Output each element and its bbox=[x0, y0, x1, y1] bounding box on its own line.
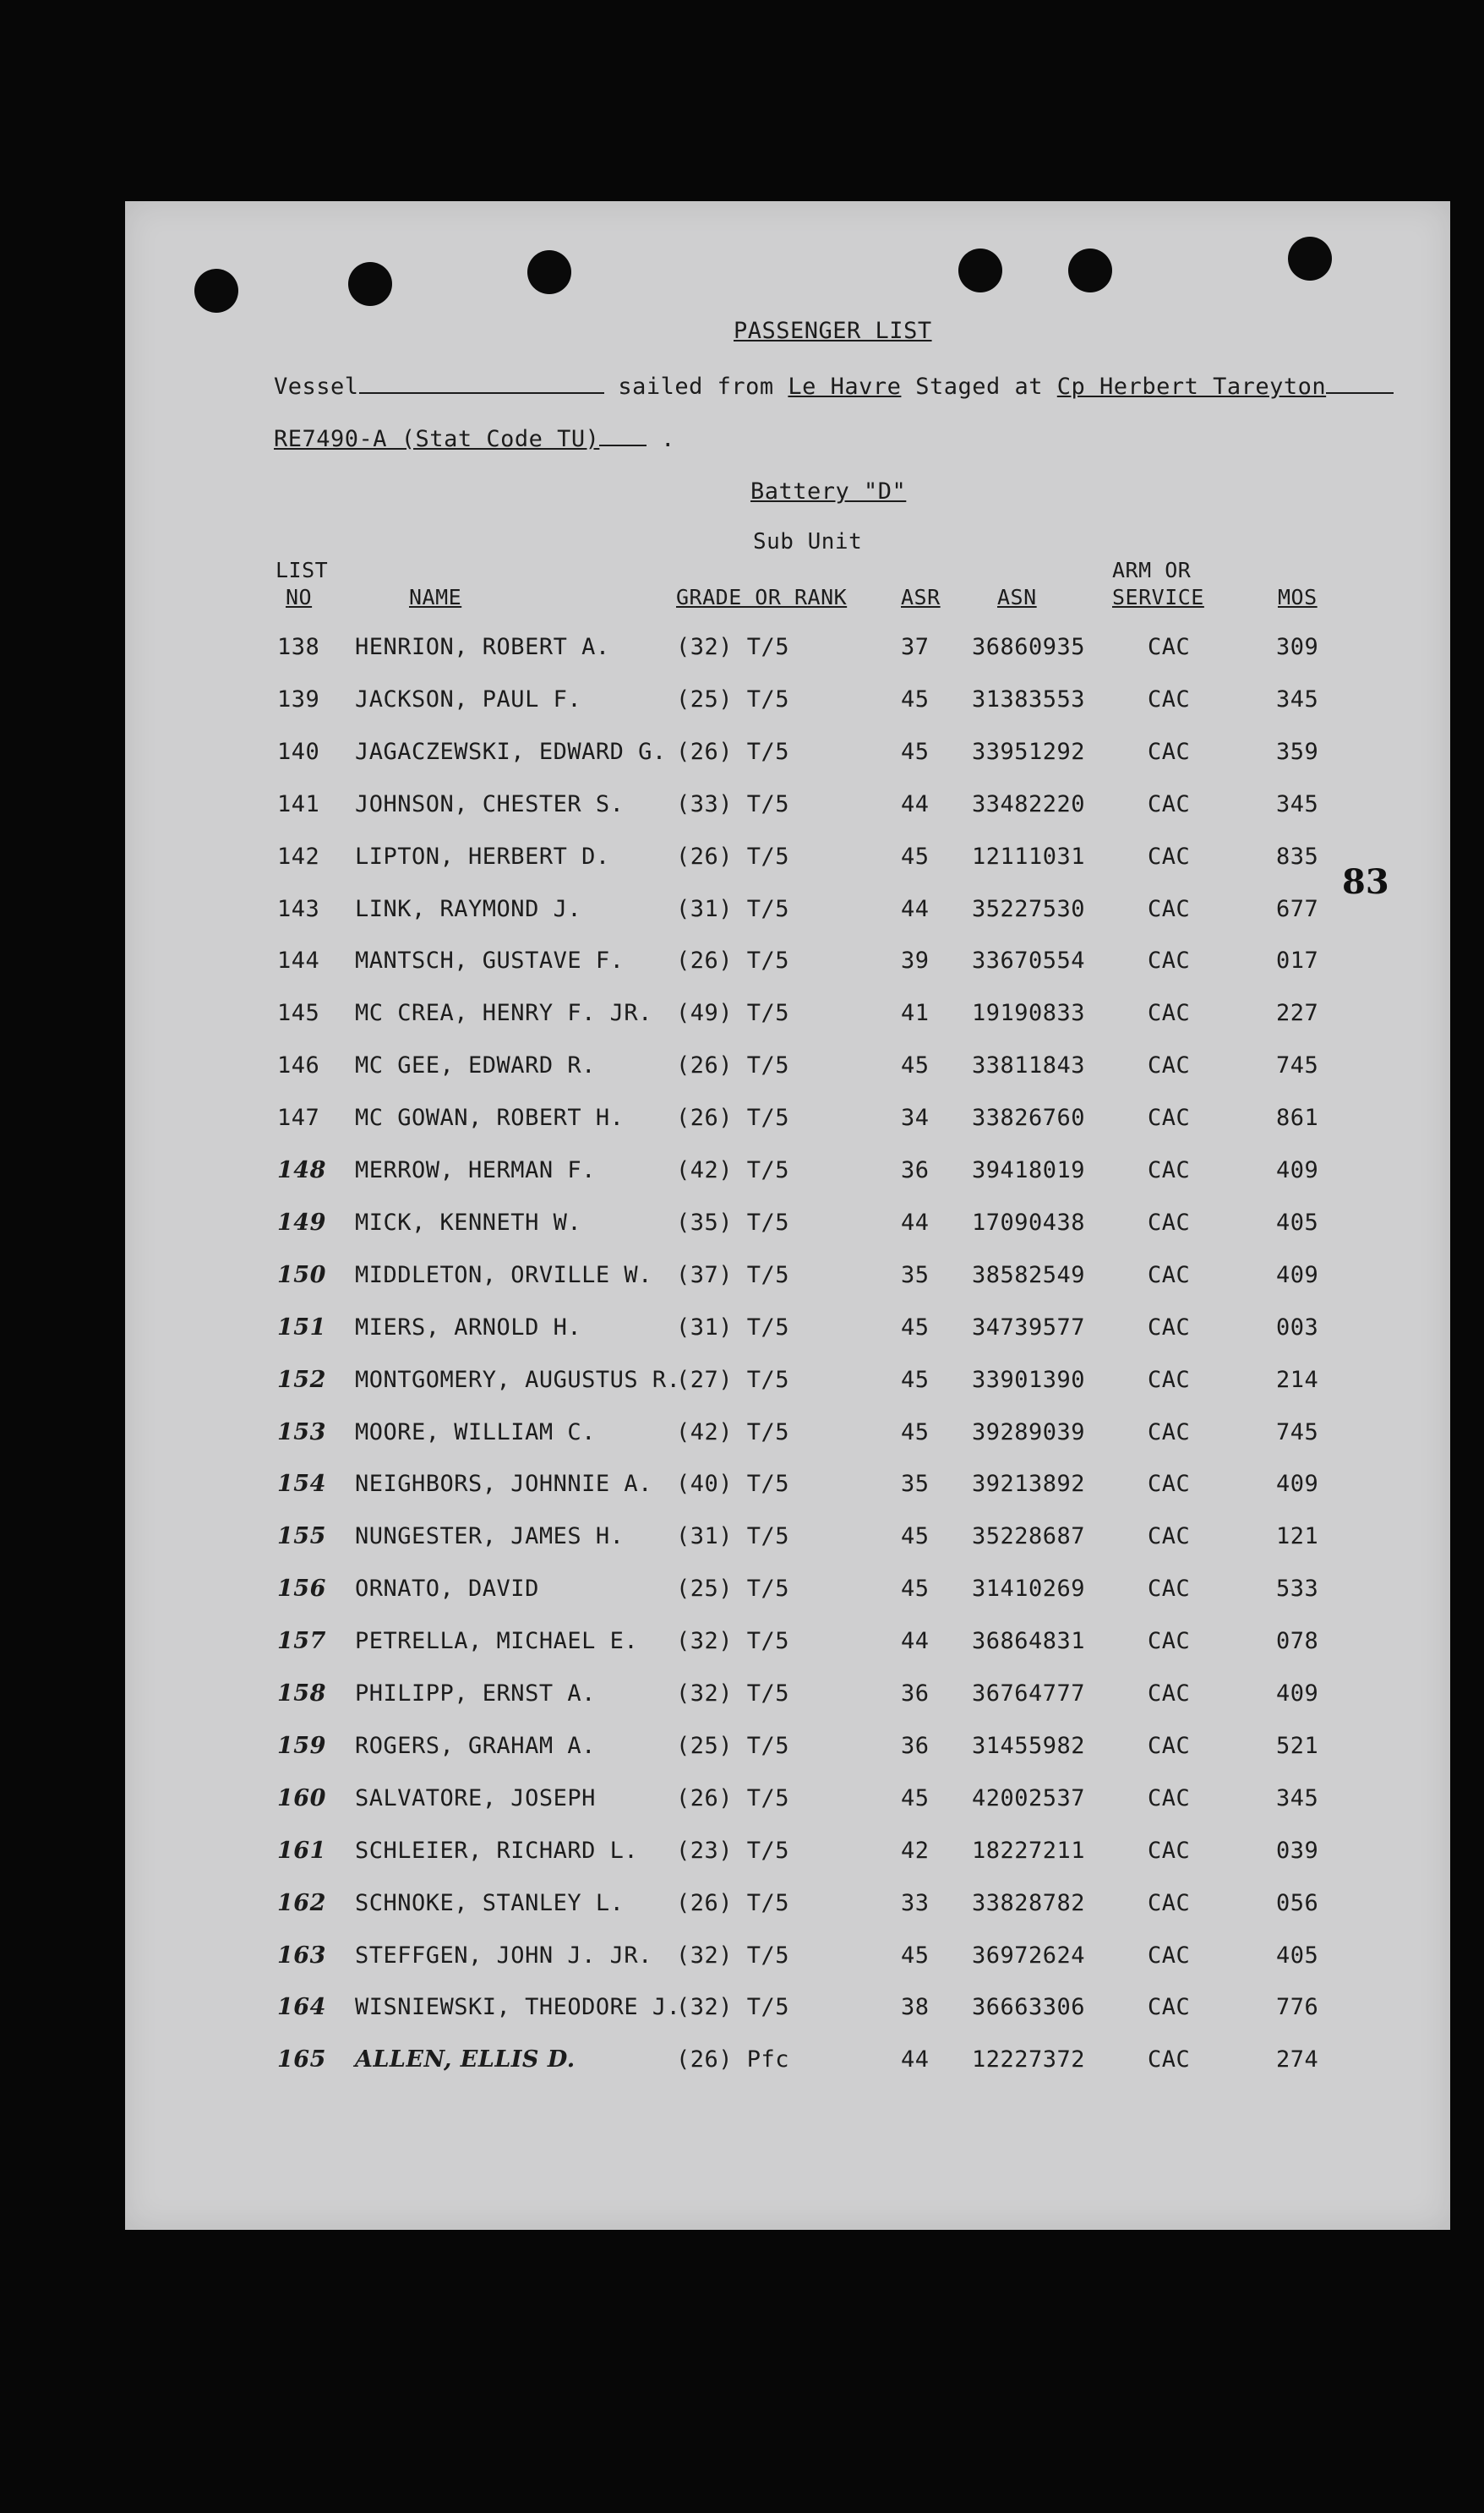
cell-asn: 31410269 bbox=[972, 1576, 1086, 1602]
cell-no: 158 bbox=[277, 1680, 326, 1707]
cell-name: ROGERS, GRAHAM A. bbox=[355, 1733, 596, 1759]
cell-arm: CAC bbox=[1148, 1942, 1191, 1969]
cell-no: 141 bbox=[277, 791, 320, 817]
cell-asn: 42002537 bbox=[972, 1785, 1086, 1811]
col-arm-line1: ARM OR bbox=[1112, 558, 1192, 582]
table-row bbox=[125, 844, 1450, 877]
cell-arm: CAC bbox=[1148, 1994, 1191, 2020]
col-list-no-line2: NO bbox=[286, 585, 313, 609]
cell-mos: 056 bbox=[1276, 1890, 1319, 1916]
reference-code: RE7490-A (Stat Code TU) bbox=[274, 426, 600, 452]
cell-name: ALLEN, ELLIS D. bbox=[355, 2046, 576, 2073]
cell-arm: CAC bbox=[1148, 791, 1191, 817]
cell-grade: (32) T/5 bbox=[676, 1994, 790, 2020]
cell-arm: CAC bbox=[1148, 1000, 1191, 1026]
cell-asr: 45 bbox=[901, 1314, 930, 1341]
cell-arm: CAC bbox=[1148, 1419, 1191, 1445]
cell-asn: 36972624 bbox=[972, 1942, 1086, 1969]
cell-mos: 405 bbox=[1276, 1210, 1319, 1236]
cell-grade: (49) T/5 bbox=[676, 1000, 790, 1026]
cell-arm: CAC bbox=[1148, 1471, 1191, 1497]
cell-mos: 274 bbox=[1276, 2046, 1319, 2073]
cell-asr: 45 bbox=[901, 1576, 930, 1602]
vessel-blank bbox=[359, 370, 604, 394]
cell-asr: 45 bbox=[901, 844, 930, 870]
punch-hole-2 bbox=[348, 262, 392, 306]
cell-name: NUNGESTER, JAMES H. bbox=[355, 1523, 625, 1549]
cell-no: 146 bbox=[277, 1052, 320, 1079]
cell-mos: 039 bbox=[1276, 1838, 1319, 1864]
cell-grade: (33) T/5 bbox=[676, 791, 790, 817]
cell-asn: 33951292 bbox=[972, 739, 1086, 765]
cell-mos: 776 bbox=[1276, 1994, 1319, 2020]
cell-asn: 31383553 bbox=[972, 686, 1086, 713]
table-row bbox=[125, 2046, 1450, 2080]
cell-arm: CAC bbox=[1148, 1576, 1191, 1602]
cell-no: 148 bbox=[277, 1157, 326, 1183]
reference-end: . bbox=[661, 426, 675, 452]
cell-asn: 33670554 bbox=[972, 948, 1086, 974]
cell-grade: (25) T/5 bbox=[676, 686, 790, 713]
cell-name: JACKSON, PAUL F. bbox=[355, 686, 582, 713]
table-row bbox=[125, 1890, 1450, 1924]
punch-hole-4 bbox=[958, 249, 1002, 292]
cell-asr: 45 bbox=[901, 1785, 930, 1811]
cell-grade: (25) T/5 bbox=[676, 1576, 790, 1602]
cell-mos: 409 bbox=[1276, 1471, 1319, 1497]
cell-asn: 33901390 bbox=[972, 1367, 1086, 1393]
cell-name: ORNATO, DAVID bbox=[355, 1576, 539, 1602]
cell-mos: 121 bbox=[1276, 1523, 1319, 1549]
cell-mos: 745 bbox=[1276, 1419, 1319, 1445]
punch-hole-3 bbox=[527, 250, 571, 294]
cell-asr: 45 bbox=[901, 1419, 930, 1445]
cell-asr: 44 bbox=[901, 1628, 930, 1654]
table-row bbox=[125, 896, 1450, 930]
cell-grade: (26) T/5 bbox=[676, 739, 790, 765]
cell-name: MANTSCH, GUSTAVE F. bbox=[355, 948, 625, 974]
cell-grade: (32) T/5 bbox=[676, 1680, 790, 1707]
table-row bbox=[125, 1471, 1450, 1505]
cell-grade: (26) T/5 bbox=[676, 1890, 790, 1916]
cell-grade: (31) T/5 bbox=[676, 1523, 790, 1549]
cell-mos: 677 bbox=[1276, 896, 1319, 922]
cell-grade: (27) T/5 bbox=[676, 1367, 790, 1393]
cell-no: 147 bbox=[277, 1105, 320, 1131]
cell-grade: (40) T/5 bbox=[676, 1471, 790, 1497]
cell-no: 164 bbox=[277, 1994, 326, 2020]
cell-asr: 45 bbox=[901, 686, 930, 713]
cell-mos: 835 bbox=[1276, 844, 1319, 870]
cell-name: NEIGHBORS, JOHNNIE A. bbox=[355, 1471, 652, 1497]
cell-asn: 39289039 bbox=[972, 1419, 1086, 1445]
cell-arm: CAC bbox=[1148, 844, 1191, 870]
cell-mos: 214 bbox=[1276, 1367, 1319, 1393]
cell-no: 163 bbox=[277, 1942, 326, 1969]
document-title: PASSENGER LIST bbox=[734, 318, 932, 344]
cell-name: MIERS, ARNOLD H. bbox=[355, 1314, 582, 1341]
cell-asn: 36663306 bbox=[972, 1994, 1086, 2020]
cell-asr: 35 bbox=[901, 1262, 930, 1288]
cell-grade: (26) T/5 bbox=[676, 1105, 790, 1131]
cell-no: 143 bbox=[277, 896, 320, 922]
cell-grade: (26) T/5 bbox=[676, 1785, 790, 1811]
cell-asr: 34 bbox=[901, 1105, 930, 1131]
cell-arm: CAC bbox=[1148, 1314, 1191, 1341]
cell-name: JOHNSON, CHESTER S. bbox=[355, 791, 625, 817]
cell-asn: 33811843 bbox=[972, 1052, 1086, 1079]
cell-asn: 38582549 bbox=[972, 1262, 1086, 1288]
cell-name: LINK, RAYMOND J. bbox=[355, 896, 582, 922]
cell-asn: 33482220 bbox=[972, 791, 1086, 817]
cell-no: 144 bbox=[277, 948, 320, 974]
table-row bbox=[125, 739, 1450, 773]
cell-arm: CAC bbox=[1148, 1890, 1191, 1916]
sailed-from-label: sailed from bbox=[618, 374, 774, 400]
cell-mos: 861 bbox=[1276, 1105, 1319, 1131]
cell-mos: 345 bbox=[1276, 1785, 1319, 1811]
cell-asn: 12227372 bbox=[972, 2046, 1086, 2073]
cell-arm: CAC bbox=[1148, 1733, 1191, 1759]
cell-asn: 36860935 bbox=[972, 634, 1086, 660]
cell-asn: 12111031 bbox=[972, 844, 1086, 870]
table-row bbox=[125, 1576, 1450, 1609]
cell-arm: CAC bbox=[1148, 896, 1191, 922]
cell-grade: (26) T/5 bbox=[676, 948, 790, 974]
cell-no: 140 bbox=[277, 739, 320, 765]
col-mos: MOS bbox=[1278, 585, 1318, 609]
cell-mos: 227 bbox=[1276, 1000, 1319, 1026]
cell-arm: CAC bbox=[1148, 1052, 1191, 1079]
cell-asr: 36 bbox=[901, 1157, 930, 1183]
cell-no: 156 bbox=[277, 1576, 326, 1602]
cell-arm: CAC bbox=[1148, 1628, 1191, 1654]
cell-asr: 45 bbox=[901, 1367, 930, 1393]
passenger-list-sheet bbox=[125, 201, 1450, 2230]
cell-grade: (31) T/5 bbox=[676, 1314, 790, 1341]
cell-arm: CAC bbox=[1148, 1523, 1191, 1549]
cell-mos: 017 bbox=[1276, 948, 1319, 974]
cell-no: 138 bbox=[277, 634, 320, 660]
cell-arm: CAC bbox=[1148, 1680, 1191, 1707]
table-row bbox=[125, 948, 1450, 981]
table-row bbox=[125, 1105, 1450, 1139]
table-row bbox=[125, 1523, 1450, 1557]
cell-mos: 745 bbox=[1276, 1052, 1319, 1079]
table-row bbox=[125, 1367, 1450, 1401]
table-row bbox=[125, 1942, 1450, 1976]
cell-no: 153 bbox=[277, 1419, 326, 1445]
table-row bbox=[125, 1994, 1450, 2028]
cell-grade: (31) T/5 bbox=[676, 896, 790, 922]
cell-asn: 33828782 bbox=[972, 1890, 1086, 1916]
cell-name: JAGACZEWSKI, EDWARD G. bbox=[355, 739, 667, 765]
table-row bbox=[125, 1733, 1450, 1767]
cell-arm: CAC bbox=[1148, 1157, 1191, 1183]
table-row bbox=[125, 1785, 1450, 1819]
cell-asr: 36 bbox=[901, 1680, 930, 1707]
cell-asr: 35 bbox=[901, 1471, 930, 1497]
cell-grade: (42) T/5 bbox=[676, 1419, 790, 1445]
cell-arm: CAC bbox=[1148, 739, 1191, 765]
cell-asn: 35227530 bbox=[972, 896, 1086, 922]
cell-grade: (35) T/5 bbox=[676, 1210, 790, 1236]
cell-asn: 36864831 bbox=[972, 1628, 1086, 1654]
cell-mos: 345 bbox=[1276, 686, 1319, 713]
staged-blank bbox=[1326, 370, 1394, 394]
staged-value: Cp Herbert Tareyton bbox=[1056, 374, 1327, 400]
cell-asr: 37 bbox=[901, 634, 930, 660]
cell-name: PHILIPP, ERNST A. bbox=[355, 1680, 596, 1707]
cell-name: SCHLEIER, RICHARD L. bbox=[355, 1838, 639, 1864]
cell-mos: 405 bbox=[1276, 1942, 1319, 1969]
cell-grade: (23) T/5 bbox=[676, 1838, 790, 1864]
cell-name: LIPTON, HERBERT D. bbox=[355, 844, 610, 870]
cell-name: HENRION, ROBERT A. bbox=[355, 634, 610, 660]
cell-name: MC CREA, HENRY F. JR. bbox=[355, 1000, 652, 1026]
cell-asr: 36 bbox=[901, 1733, 930, 1759]
vessel-label: Vessel bbox=[274, 374, 359, 400]
table-row bbox=[125, 1157, 1450, 1191]
vessel-line bbox=[274, 370, 1394, 400]
cell-no: 155 bbox=[277, 1523, 326, 1549]
page-number: 83 bbox=[1342, 862, 1389, 902]
cell-asn: 18227211 bbox=[972, 1838, 1086, 1864]
cell-asr: 44 bbox=[901, 1210, 930, 1236]
cell-no: 165 bbox=[277, 2046, 326, 2073]
punch-hole-5 bbox=[1068, 249, 1112, 292]
punch-hole-6 bbox=[1288, 237, 1332, 281]
table-row bbox=[125, 686, 1450, 720]
cell-asr: 45 bbox=[901, 739, 930, 765]
cell-name: WISNIEWSKI, THEODORE J. bbox=[355, 1994, 681, 2020]
cell-name: MOORE, WILLIAM C. bbox=[355, 1419, 596, 1445]
cell-asn: 39418019 bbox=[972, 1157, 1086, 1183]
cell-arm: CAC bbox=[1148, 1262, 1191, 1288]
cell-mos: 003 bbox=[1276, 1314, 1319, 1341]
cell-arm: CAC bbox=[1148, 1785, 1191, 1811]
cell-arm: CAC bbox=[1148, 1367, 1191, 1393]
table-row bbox=[125, 1000, 1450, 1034]
cell-no: 142 bbox=[277, 844, 320, 870]
cell-asr: 45 bbox=[901, 1942, 930, 1969]
cell-mos: 409 bbox=[1276, 1680, 1319, 1707]
cell-grade: (32) T/5 bbox=[676, 1628, 790, 1654]
cell-arm: CAC bbox=[1148, 634, 1191, 660]
cell-no: 152 bbox=[277, 1367, 326, 1393]
sub-unit-label: Sub Unit bbox=[753, 529, 863, 554]
cell-mos: 409 bbox=[1276, 1157, 1319, 1183]
sailed-from-value: Le Havre bbox=[788, 374, 902, 400]
cell-mos: 521 bbox=[1276, 1733, 1319, 1759]
table-row bbox=[125, 1262, 1450, 1296]
cell-arm: CAC bbox=[1148, 948, 1191, 974]
cell-name: PETRELLA, MICHAEL E. bbox=[355, 1628, 639, 1654]
table-row bbox=[125, 1052, 1450, 1086]
table-row bbox=[125, 1419, 1450, 1453]
cell-no: 159 bbox=[277, 1733, 326, 1759]
cell-asn: 35228687 bbox=[972, 1523, 1086, 1549]
table-row bbox=[125, 634, 1450, 668]
cell-grade: (26) Pfc bbox=[676, 2046, 790, 2073]
reference-blank bbox=[599, 423, 647, 446]
table-row bbox=[125, 1680, 1450, 1714]
table-row bbox=[125, 1210, 1450, 1243]
cell-mos: 533 bbox=[1276, 1576, 1319, 1602]
cell-grade: (42) T/5 bbox=[676, 1157, 790, 1183]
col-asr: ASR bbox=[901, 585, 941, 609]
table-row bbox=[125, 791, 1450, 825]
cell-asr: 39 bbox=[901, 948, 930, 974]
cell-asr: 42 bbox=[901, 1838, 930, 1864]
battery-heading: Battery "D" bbox=[750, 478, 907, 505]
cell-name: MIDDLETON, ORVILLE W. bbox=[355, 1262, 652, 1288]
cell-arm: CAC bbox=[1148, 2046, 1191, 2073]
cell-no: 157 bbox=[277, 1628, 326, 1654]
col-grade: GRADE OR RANK bbox=[676, 585, 848, 609]
cell-no: 150 bbox=[277, 1262, 326, 1288]
cell-arm: CAC bbox=[1148, 1105, 1191, 1131]
cell-asr: 44 bbox=[901, 2046, 930, 2073]
punch-hole-1 bbox=[194, 269, 238, 313]
cell-mos: 345 bbox=[1276, 791, 1319, 817]
cell-no: 160 bbox=[277, 1785, 326, 1811]
cell-name: SALVATORE, JOSEPH bbox=[355, 1785, 596, 1811]
cell-grade: (26) T/5 bbox=[676, 1052, 790, 1079]
cell-asr: 44 bbox=[901, 791, 930, 817]
table-row bbox=[125, 1838, 1450, 1871]
staged-label: Staged at bbox=[915, 374, 1044, 400]
cell-mos: 309 bbox=[1276, 634, 1319, 660]
cell-mos: 078 bbox=[1276, 1628, 1319, 1654]
cell-asn: 19190833 bbox=[972, 1000, 1086, 1026]
cell-asn: 39213892 bbox=[972, 1471, 1086, 1497]
cell-asr: 44 bbox=[901, 896, 930, 922]
cell-no: 139 bbox=[277, 686, 320, 713]
cell-no: 149 bbox=[277, 1210, 326, 1236]
cell-no: 162 bbox=[277, 1890, 326, 1916]
cell-asr: 41 bbox=[901, 1000, 930, 1026]
reference-line bbox=[274, 423, 675, 452]
cell-mos: 409 bbox=[1276, 1262, 1319, 1288]
col-arm-line2: SERVICE bbox=[1112, 585, 1204, 609]
cell-arm: CAC bbox=[1148, 1838, 1191, 1864]
cell-asr: 33 bbox=[901, 1890, 930, 1916]
cell-asr: 45 bbox=[901, 1523, 930, 1549]
col-list-no-line1: LIST bbox=[276, 558, 329, 582]
cell-name: MERROW, HERMAN F. bbox=[355, 1157, 596, 1183]
cell-asr: 38 bbox=[901, 1994, 930, 2020]
cell-grade: (25) T/5 bbox=[676, 1733, 790, 1759]
cell-no: 161 bbox=[277, 1838, 326, 1864]
cell-grade: (32) T/5 bbox=[676, 634, 790, 660]
cell-name: STEFFGEN, JOHN J. JR. bbox=[355, 1942, 652, 1969]
col-name: NAME bbox=[409, 585, 462, 609]
cell-arm: CAC bbox=[1148, 1210, 1191, 1236]
table-row bbox=[125, 1314, 1450, 1348]
cell-mos: 359 bbox=[1276, 739, 1319, 765]
cell-name: SCHNOKE, STANLEY L. bbox=[355, 1890, 625, 1916]
cell-name: MC GEE, EDWARD R. bbox=[355, 1052, 596, 1079]
cell-asn: 31455982 bbox=[972, 1733, 1086, 1759]
cell-no: 145 bbox=[277, 1000, 320, 1026]
cell-asn: 34739577 bbox=[972, 1314, 1086, 1341]
cell-asr: 45 bbox=[901, 1052, 930, 1079]
cell-arm: CAC bbox=[1148, 686, 1191, 713]
col-asn: ASN bbox=[997, 585, 1037, 609]
table-row bbox=[125, 1628, 1450, 1662]
cell-grade: (37) T/5 bbox=[676, 1262, 790, 1288]
cell-name: MICK, KENNETH W. bbox=[355, 1210, 582, 1236]
cell-name: MC GOWAN, ROBERT H. bbox=[355, 1105, 625, 1131]
cell-no: 151 bbox=[277, 1314, 326, 1341]
cell-no: 154 bbox=[277, 1471, 326, 1497]
cell-asn: 33826760 bbox=[972, 1105, 1086, 1131]
cell-grade: (26) T/5 bbox=[676, 844, 790, 870]
cell-grade: (32) T/5 bbox=[676, 1942, 790, 1969]
cell-asn: 17090438 bbox=[972, 1210, 1086, 1236]
cell-asn: 36764777 bbox=[972, 1680, 1086, 1707]
cell-name: MONTGOMERY, AUGUSTUS R. bbox=[355, 1367, 681, 1393]
